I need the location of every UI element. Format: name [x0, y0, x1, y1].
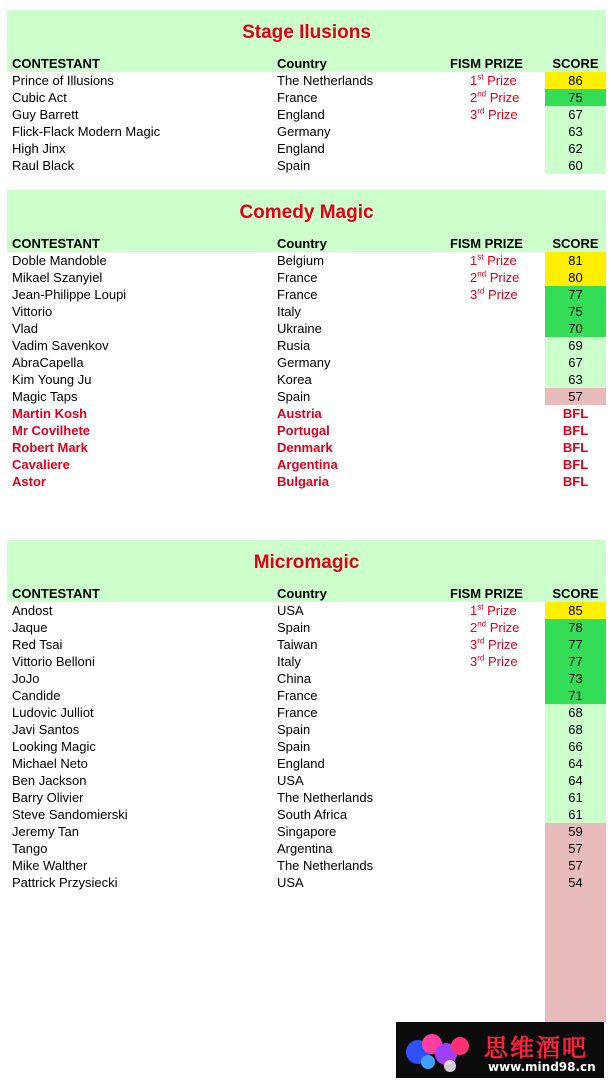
score-value: 70	[545, 320, 606, 337]
table-row	[7, 320, 606, 337]
contestant-name: Astor	[12, 474, 46, 489]
prize-suffix: rd	[477, 286, 485, 296]
section-header	[7, 10, 606, 72]
contestant-country: The Netherlands	[277, 73, 374, 88]
fism-prize	[450, 619, 558, 636]
contestant-country: Germany	[277, 124, 331, 139]
table-row	[7, 755, 606, 772]
table-row	[7, 738, 606, 755]
score-value: 68	[545, 704, 606, 721]
score-value: 77	[545, 653, 606, 670]
table-row	[7, 157, 606, 174]
prize-rank: 2	[470, 270, 478, 285]
contestant-country: Spain	[277, 722, 311, 737]
table-row	[7, 619, 606, 636]
score-value: 66	[545, 738, 606, 755]
contestant-name: Jaque	[12, 620, 48, 635]
prize-word: Prize	[487, 603, 517, 618]
score-value: BFL	[562, 406, 589, 421]
score-value: 75	[545, 303, 606, 320]
score-value: 60	[545, 157, 606, 174]
score-value: 57	[545, 857, 606, 874]
contestant-name: Mike Walther	[12, 858, 88, 873]
score-value: 80	[545, 269, 606, 286]
prize-suffix: rd	[477, 653, 485, 663]
contestant-name: Cubic Act	[12, 90, 67, 105]
table-row	[7, 269, 606, 286]
score-value: 61	[545, 789, 606, 806]
score-value: 63	[545, 123, 606, 140]
contestant-country: USA	[277, 773, 304, 788]
prize-suffix: rd	[477, 106, 485, 116]
logo-chinese-text: 思维酒吧	[484, 1035, 588, 1062]
prize-word: Prize	[489, 270, 520, 285]
contestant-country: Bulgaria	[277, 474, 330, 489]
score-value: 81	[545, 252, 606, 269]
contestant-name: Kim Young Ju	[12, 372, 92, 387]
score-value: 69	[545, 337, 606, 354]
contestant-country: South Africa	[277, 807, 348, 822]
result-rows	[7, 252, 606, 490]
contestant-country: France	[277, 270, 318, 285]
section-title: Comedy Magic	[239, 202, 374, 223]
contestant-country: The Netherlands	[277, 790, 374, 805]
score-value: 57	[545, 840, 606, 857]
fism-prize	[450, 653, 558, 670]
section-title: Stage Ilusions	[242, 22, 371, 43]
table-row	[7, 439, 606, 456]
contestant-name: Steve Sandomierski	[12, 807, 128, 822]
table-row	[7, 772, 606, 789]
table-row	[7, 721, 606, 738]
prize-word: Prize	[487, 73, 517, 88]
prize-rank: 1	[470, 253, 478, 268]
header-contestant: CONTESTANT	[12, 236, 100, 251]
contestant-country: USA	[277, 875, 304, 890]
table-row	[7, 687, 606, 704]
contestant-name: Magic Taps	[12, 389, 78, 404]
contestant-country: England	[277, 141, 325, 156]
contestant-name: Candide	[12, 688, 61, 703]
fism-prize	[450, 636, 558, 653]
prize-suffix: nd	[477, 89, 487, 99]
table-row	[7, 636, 606, 653]
contestant-country: Portugal	[277, 423, 330, 438]
contestant-name: AbraCapella	[12, 355, 84, 370]
table-row	[7, 823, 606, 840]
contestant-country: Singapore	[277, 824, 337, 839]
table-row	[7, 354, 606, 371]
contestant-name: Tango	[12, 841, 48, 856]
prize-suffix: st	[477, 72, 484, 82]
prize-suffix: st	[477, 252, 484, 262]
contestant-name: Pattrick Przysiecki	[12, 875, 118, 890]
score-value: BFL	[562, 423, 589, 438]
contestant-name: Andost	[12, 603, 53, 618]
contestant-name: Vittorio	[12, 304, 53, 319]
score-value: 54	[545, 874, 606, 891]
contestant-country: USA	[277, 603, 304, 618]
header-country: Country	[277, 56, 327, 71]
score-value: 78	[545, 619, 606, 636]
prize-word: Prize	[487, 654, 518, 669]
score-value: 64	[545, 772, 606, 789]
logo-url[interactable]: www.mind98.cn	[488, 1060, 596, 1074]
score-value: 62	[545, 140, 606, 157]
contestant-country: Italy	[277, 304, 301, 319]
table-row	[7, 286, 606, 303]
prize-rank: 1	[470, 73, 478, 88]
contestant-name: Looking Magic	[12, 739, 96, 754]
table-row	[7, 670, 606, 687]
table-row	[7, 106, 606, 123]
contestant-name: Flick-Flack Modern Magic	[12, 124, 161, 139]
contestant-country: Spain	[277, 620, 311, 635]
score-value: 85	[545, 602, 606, 619]
table-row	[7, 422, 606, 439]
contestant-country: Belgium	[277, 253, 324, 268]
header-fism-prize: FISM PRIZE	[450, 236, 523, 251]
header-score: SCORE	[552, 236, 599, 251]
prize-word: Prize	[489, 620, 520, 635]
header-contestant: CONTESTANT	[12, 56, 100, 71]
score-value: 75	[545, 89, 606, 106]
contestant-name: Vlad	[12, 321, 39, 336]
contestant-country: China	[277, 671, 311, 686]
fism-prize	[450, 89, 558, 106]
score-value: 77	[545, 286, 606, 303]
score-value: 64	[545, 755, 606, 772]
contestant-country: Rusia	[277, 338, 311, 353]
contestant-name: High Jinx	[12, 141, 66, 156]
score-value: BFL	[562, 474, 589, 489]
prize-word: Prize	[489, 90, 520, 105]
table-row	[7, 140, 606, 157]
table-row	[7, 252, 606, 269]
contestant-country: Spain	[277, 389, 311, 404]
table-row	[7, 857, 606, 874]
contestant-name: Ludovic Julliot	[12, 705, 94, 720]
contestant-name: Raul Black	[12, 158, 75, 173]
table-row	[7, 456, 606, 473]
contestant-country: Taiwan	[277, 637, 318, 652]
contestant-name: Robert Mark	[12, 440, 88, 455]
table-row	[7, 473, 606, 490]
table-row	[7, 371, 606, 388]
section-header	[7, 190, 606, 252]
contestant-country: The Netherlands	[277, 858, 374, 873]
table-row	[7, 303, 606, 320]
fism-prize	[450, 269, 558, 286]
flower-logo-icon	[400, 1026, 480, 1074]
table-row	[7, 72, 606, 89]
contestant-country: Argentina	[277, 841, 333, 856]
table-row	[7, 337, 606, 354]
contestant-name: Martin Kosh	[12, 406, 88, 421]
score-value: 73	[545, 670, 606, 687]
prize-rank: 1	[470, 603, 478, 618]
contestant-country: France	[277, 287, 318, 302]
table-row	[7, 89, 606, 106]
contestant-name: Red Tsai	[12, 637, 63, 652]
result-rows	[7, 602, 606, 891]
score-value: 68	[545, 721, 606, 738]
table-row	[7, 704, 606, 721]
table-row	[7, 840, 606, 857]
site-logo	[396, 1022, 604, 1078]
header-country: Country	[277, 586, 327, 601]
score-value: 59	[545, 823, 606, 840]
prize-rank: 2	[470, 90, 478, 105]
prize-rank: 3	[470, 637, 478, 652]
contestant-name: Jeremy Tan	[12, 824, 79, 839]
score-value: 67	[545, 106, 606, 123]
contestant-country: Spain	[277, 739, 311, 754]
header-country: Country	[277, 236, 327, 251]
fism-prize	[450, 252, 558, 269]
score-value: BFL	[562, 440, 589, 455]
header-score: SCORE	[552, 56, 599, 71]
fism-prize	[450, 602, 558, 619]
contestant-country: Korea	[277, 372, 312, 387]
contestant-name: Doble Mandoble	[12, 253, 107, 268]
prize-rank: 2	[470, 620, 478, 635]
prize-word: Prize	[487, 637, 518, 652]
contestant-name: Guy Barrett	[12, 107, 79, 122]
contestant-country: England	[277, 107, 325, 122]
contestant-name: JoJo	[12, 671, 40, 686]
contestant-name: Barry Olivier	[12, 790, 84, 805]
table-row	[7, 653, 606, 670]
contestant-name: Vadim Savenkov	[12, 338, 109, 353]
result-rows	[7, 72, 606, 174]
score-value: BFL	[562, 457, 589, 472]
contestant-name: Mikael Szanyiel	[12, 270, 103, 285]
table-row	[7, 602, 606, 619]
contestant-country: France	[277, 90, 318, 105]
column-headers	[7, 236, 606, 252]
contestant-country: France	[277, 688, 318, 703]
contestant-name: Jean-Philippe Loupi	[12, 287, 127, 302]
contestant-country: France	[277, 705, 318, 720]
contestant-name: Mr Covilhete	[12, 423, 91, 438]
contestant-country: Denmark	[277, 440, 333, 455]
table-row	[7, 123, 606, 140]
contestant-country: Spain	[277, 158, 311, 173]
prize-word: Prize	[487, 253, 517, 268]
contestant-country: Austria	[277, 406, 322, 421]
score-value: 57	[545, 388, 606, 405]
column-headers	[7, 586, 606, 602]
score-value: 67	[545, 354, 606, 371]
prize-suffix: st	[477, 602, 484, 612]
score-value: 63	[545, 371, 606, 388]
score-column-fill	[545, 891, 606, 1022]
fism-prize	[450, 106, 558, 123]
prize-suffix: rd	[477, 636, 485, 646]
contestant-country: England	[277, 756, 325, 771]
contestant-name: Cavaliere	[12, 457, 70, 472]
section-micromagic	[7, 540, 606, 891]
prize-word: Prize	[487, 287, 518, 302]
column-headers	[7, 56, 606, 72]
fism-prize	[450, 286, 558, 303]
section-comedy-magic	[7, 190, 606, 490]
prize-rank: 3	[470, 287, 478, 302]
section-header	[7, 540, 606, 602]
contestant-name: Vittorio Belloni	[12, 654, 95, 669]
table-row	[7, 874, 606, 891]
table-row	[7, 789, 606, 806]
score-value: 86	[545, 72, 606, 89]
contestant-name: Javi Santos	[12, 722, 80, 737]
table-row	[7, 388, 606, 405]
contestant-name: Ben Jackson	[12, 773, 87, 788]
table-row	[7, 405, 606, 422]
fism-prize	[450, 72, 558, 89]
score-value: 77	[545, 636, 606, 653]
prize-suffix: nd	[477, 619, 487, 629]
prize-rank: 3	[470, 107, 478, 122]
contestant-name: Prince of Illusions	[12, 73, 114, 88]
score-value: 61	[545, 806, 606, 823]
contestant-country: Ukraine	[277, 321, 322, 336]
contestant-country: Italy	[277, 654, 301, 669]
prize-rank: 3	[470, 654, 478, 669]
prize-word: Prize	[487, 107, 518, 122]
table-row	[7, 806, 606, 823]
header-fism-prize: FISM PRIZE	[450, 56, 523, 71]
header-fism-prize: FISM PRIZE	[450, 586, 523, 601]
header-contestant: CONTESTANT	[12, 586, 100, 601]
section-stage-illusions	[7, 10, 606, 174]
score-value: 71	[545, 687, 606, 704]
section-title: Micromagic	[253, 552, 360, 573]
contestant-country: Argentina	[277, 457, 338, 472]
contestant-country: Germany	[277, 355, 331, 370]
prize-suffix: nd	[477, 269, 487, 279]
header-score: SCORE	[552, 586, 599, 601]
contestant-name: Michael Neto	[12, 756, 88, 771]
